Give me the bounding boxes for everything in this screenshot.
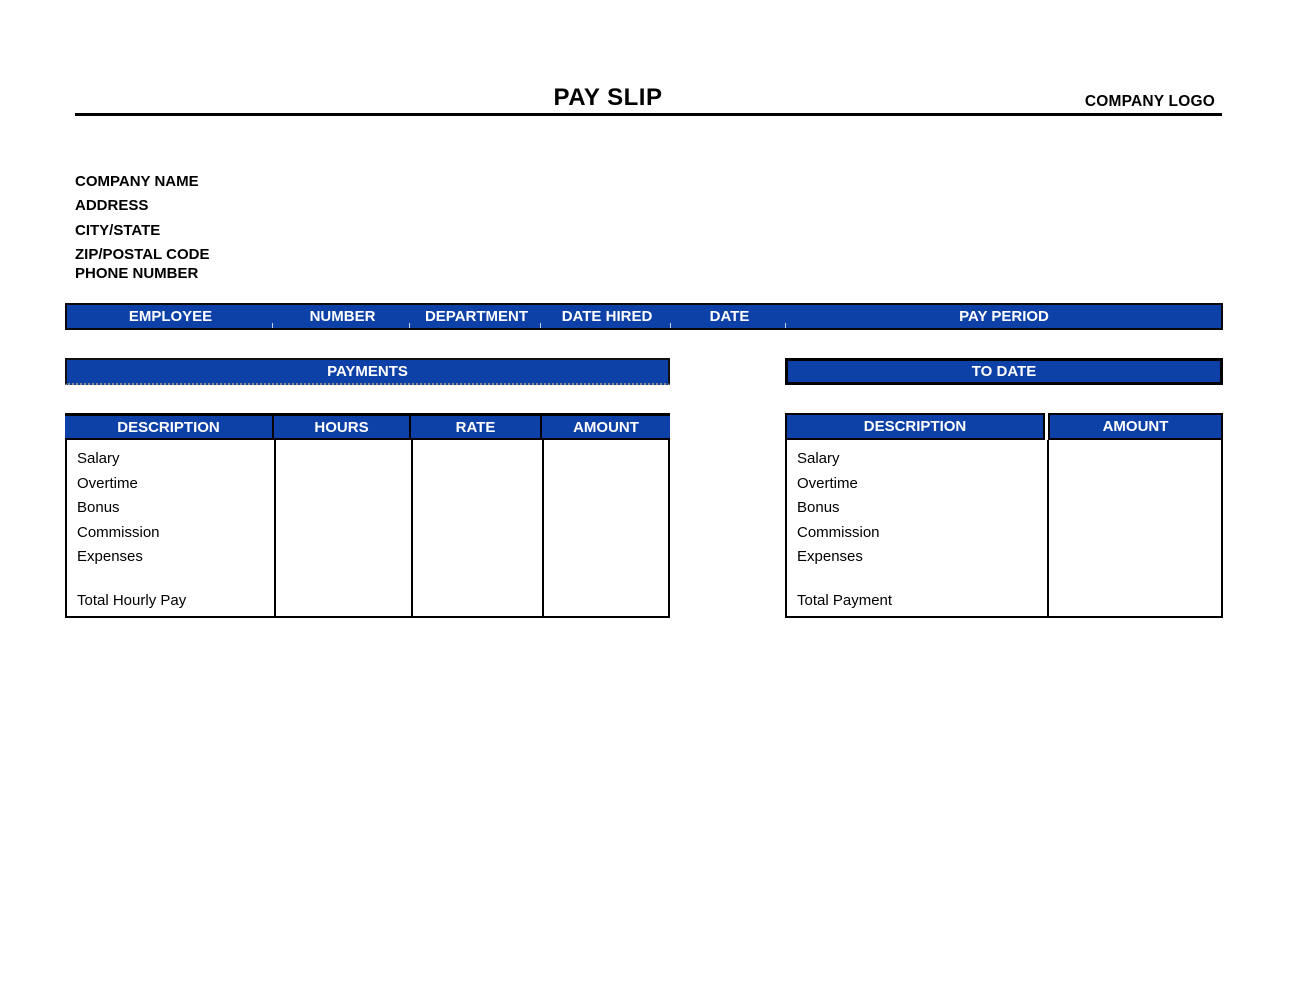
payments-hours-header: HOURS xyxy=(272,416,409,438)
payments-row-label: Salary xyxy=(77,450,120,467)
employee-column-header: EMPLOYEE xyxy=(128,308,213,325)
company-phone: PHONE NUMBER xyxy=(75,265,199,282)
payments-row-label: Expenses xyxy=(77,548,143,566)
company-logo-placeholder: COMPANY LOGO xyxy=(1084,93,1215,110)
column-separator xyxy=(272,323,273,328)
payments-section-header xyxy=(65,358,670,385)
payments-table-body xyxy=(65,440,670,618)
company-name: COMPANY NAME xyxy=(75,173,199,190)
employee-header-bar xyxy=(65,303,1223,330)
to-date-total-label: Total Payment xyxy=(797,592,893,609)
date-hired-column-header: DATE HIRED xyxy=(561,308,653,325)
payments-section-label: PAYMENTS xyxy=(327,363,408,380)
payments-amount-cell[interactable] xyxy=(542,440,668,616)
department-column-header: DEPARTMENT xyxy=(424,308,529,325)
to-date-table-body xyxy=(785,440,1223,618)
company-address: ADDRESS xyxy=(75,197,149,214)
to-date-section-label: TO DATE xyxy=(971,363,1037,380)
to-date-description-column xyxy=(787,440,1047,616)
payments-description-column xyxy=(67,440,274,616)
blank-space xyxy=(77,570,274,590)
payments-description-header: DESCRIPTION xyxy=(117,418,220,436)
column-separator xyxy=(540,323,541,328)
title-divider xyxy=(75,113,1222,116)
to-date-amount-header: AMOUNT xyxy=(1048,413,1223,440)
to-date-row-label: Salary xyxy=(797,450,840,467)
to-date-row-label: Expenses xyxy=(797,548,863,566)
payments-amount-header: AMOUNT xyxy=(540,416,670,438)
to-date-amount-cell[interactable] xyxy=(1047,440,1221,616)
page-title: PAY SLIP xyxy=(553,84,663,111)
to-date-section-header xyxy=(785,358,1223,385)
number-column-header: NUMBER xyxy=(309,308,376,325)
payments-row-label: Commission xyxy=(77,523,160,541)
company-zip-postal: ZIP/POSTAL CODE xyxy=(75,246,210,263)
column-separator xyxy=(670,323,671,328)
company-city-state: CITY/STATE xyxy=(75,222,161,239)
to-date-row-label: Overtime xyxy=(797,474,858,492)
payments-row-label: Bonus xyxy=(77,499,120,517)
payments-hours-cell[interactable] xyxy=(274,440,411,616)
payments-rate-header: RATE xyxy=(409,416,540,438)
to-date-row-label: Bonus xyxy=(797,499,840,517)
payments-table xyxy=(65,413,670,618)
column-separator xyxy=(785,323,786,328)
to-date-description-header: DESCRIPTION xyxy=(785,413,1045,440)
blank-space xyxy=(797,570,1047,590)
payments-rate-cell[interactable] xyxy=(411,440,542,616)
payments-row-label: Overtime xyxy=(77,474,138,492)
payments-table-header xyxy=(65,413,670,440)
to-date-row-label: Commission xyxy=(797,523,880,541)
to-date-table xyxy=(785,413,1223,618)
to-date-table-header xyxy=(785,413,1223,440)
payments-total-label: Total Hourly Pay xyxy=(77,592,187,609)
pay-period-column-header: PAY PERIOD xyxy=(959,308,1049,325)
column-separator xyxy=(409,323,410,328)
date-column-header: DATE xyxy=(709,308,750,325)
